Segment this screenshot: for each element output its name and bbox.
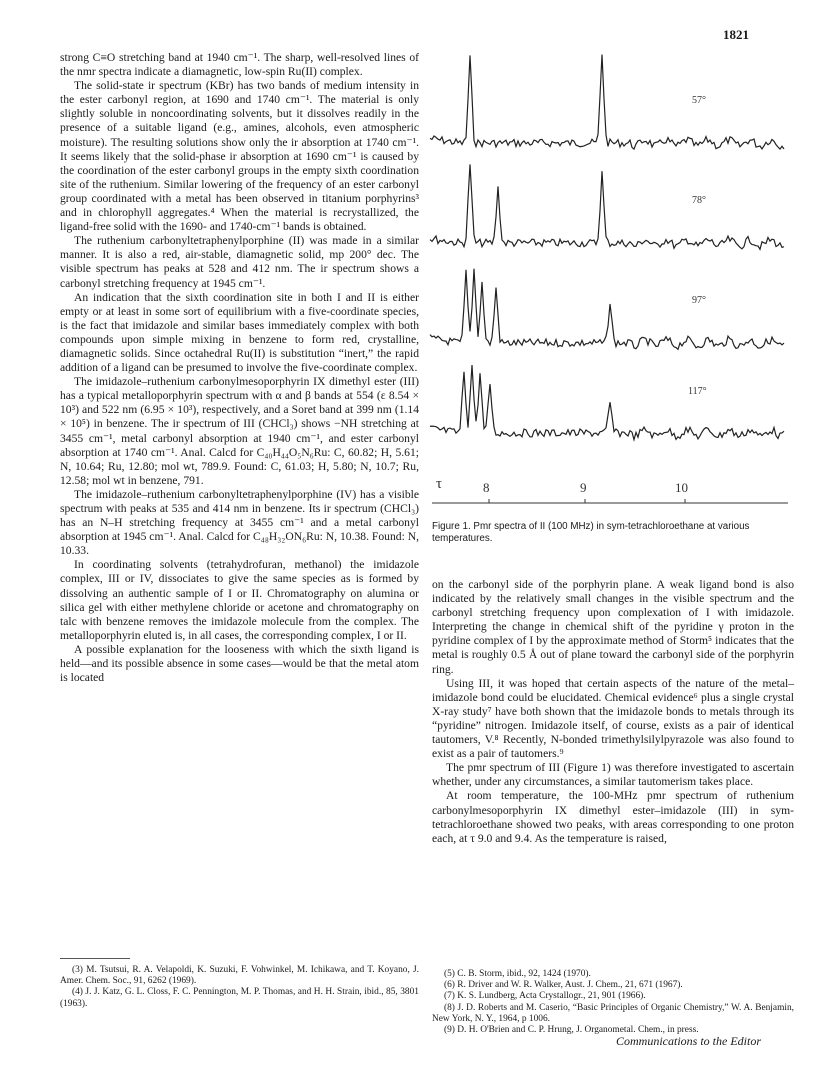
paragraph: strong C≡O stretching band at 1940 cm⁻¹. The sharp, well-resolved lines of the nmr spectra indicate a diamagnetic, low-spin Ru(II) complex. [60,51,419,79]
spectrum-trace [430,164,784,249]
caption-text: Pmr spectra of II (100 MHz) in sym-tetrachloroethane at various temperatures. [432,521,750,544]
footnote-rule [60,958,130,959]
axis-tick-label: 10 [675,480,688,495]
page-number: 1821 [723,27,749,42]
paragraph: The ruthenium carbonyltetraphenylporphine (II) was made in a similar manner. It is also a red, air-stable, diamagnetic solid, mp 200° dec. The visible spectrum has peaks at 528 and 412 nm. The ir spectrum shows a carbonyl stretching frequency at 1945 cm⁻¹. [60,234,419,290]
paragraph: An indication that the sixth coordination site in both I and II is either empty or at least in some sort of equilibrium with a five-coordinate species, is the fact that imidazole and similar bases immediately complex with both compounds upon simple mixing in benzene to form red, crystalline, diamagnetic solids. Since octahedral Ru(II) is substitution “inert,” the rapid addition of a ligand can be presumed to involve the five-coordinate complex. [60,290,419,375]
right-column [432,578,794,846]
paragraph: Using III, it was hoped that certain aspects of the nature of the metal–imidazole bond could be elucidated. Chemical evidence⁶ plus a single crystal X-ray study⁷ have both shown that the imidazole bonds to metals through its “pyridine” nitrogen. Imidazole itself, of course, exists as a pair of identical tautomers, V.⁸ Recently, N-bonded trimethylsilylpyrazole was also found to exist as a pair of tautomers.⁹ [432,676,794,761]
figure-1 [420,48,800,518]
left-column [60,51,419,685]
paragraph: A possible explanation for the looseness with which the sixth ligand is held—and its possible absence in some cases—would be that the metal atom is located [60,642,419,685]
caption-prefix: Figure 1. [432,521,471,532]
paragraph: In coordinating solvents (tetrahydrofuran, methanol) the imidazole complex, III or IV, dissociates to give the same species as is formed by dissolving an authentic sample of I or II. Chromatography on alumina or silica gel with either methylene chloride or acetone and chromatography on talc with benzene removes the imidazole molecule from the complex. The metalloporphyrin eluted is, in all cases, the corresponding complex, I or II. [60,558,419,642]
spectrum-trace [430,269,784,350]
footnote: (4) J. J. Katz, G. L. Closs, F. C. Pennington, M. P. Thomas, and H. H. Strain, ibid., 85, 3801 (1963). [60,987,419,1009]
right-footnotes [432,969,794,1036]
footnote: (7) K. S. Lundberg, Acta Crystallogr., 21, 901 (1966). [444,991,646,1002]
paragraph: on the carbonyl side of the porphyrin plane. A weak ligand bond is also indicated by the relatively small changes in the visible spectrum and the carbonyl stretching frequency upon complexation of I with imidazole. Interpreting the change in chemical shift of the pyridine γ proton in the pyridine complex of I by the approximate method of Storm⁵ indicates that the metal is roughly 0.5 Å out of plane toward the carbonyl side of the porphyrin ring. [432,578,794,676]
paragraph: The pmr spectrum of III (Figure 1) was therefore investigated to ascertain whether, under any circumstances, a similar tautomerism takes place. [432,761,794,789]
pmr-spectra-plot [420,48,800,518]
temperature-label: 78° [692,195,706,206]
paragraph: The solid-state ir spectrum (KBr) has two bands of medium intensity in the ester carbonyl region, at 1690 and 1740 cm⁻¹. The material is only slightly soluble in noncoordinating solvents, but it dissolves readily in the presence of a suitable ligand (e.g., amines, alcohols, even atmospheric moisture). The resulting solutions show only the ir absorption at 1740 cm⁻¹. It seems likely that the solid-phase ir absorption at 1690 cm⁻¹ is caused by the coordination of the ester carbonyl groups in the empty sixth coordination site of the ruthenium. Similar lowering of the frequency of an ester carbonyl group coordinated with a metal has been observed in titanium porphyrins³ and in chlorophyll aggregates.⁴ When the material is recrystallized, the ligand-free solid with the 1690- and 1740-cm⁻¹ bands is obtained. [60,79,419,234]
left-footnotes [60,965,419,1010]
figure-caption [432,521,797,545]
footnote: (6) R. Driver and W. R. Walker, Aust. J. Chem., 21, 671 (1967). [444,980,683,991]
axis-tick-label: 9 [580,480,587,495]
footnote: (3) M. Tsutsui, R. A. Velapoldi, K. Suzuki, F. Vohwinkel, M. Ichikawa, and T. Koyano, J. Amer. Chem. Soc., 91, 6262 (1969). [60,965,419,987]
footnote: (8) J. D. Roberts and M. Caserio, “Basic Principles of Organic Chemistry,” W. A. Benjamin, New York, N. Y., 1964, p 1006. [432,1002,794,1024]
spectrum-trace [430,365,784,440]
axis-tick-label: 8 [483,480,490,495]
axis-symbol: τ [436,476,443,492]
spectrum-trace [430,55,784,150]
paragraph: The imidazole–ruthenium carbonyltetraphenylporphine (IV) has a visible spectrum with peaks at 535 and 414 nm in benzene. Its ir spectrum (CHCl₃) has an N–H stretching frequency at 3455 cm⁻¹ and a metal carbonyl absorption at 1945 cm⁻¹. Anal. Calcd for C₄₈H₃₂ON₆Ru: N, 10.38. Found: N, 10.33. [60,487,419,558]
temperature-label: 117° [688,386,707,397]
footnote: (5) C. B. Storm, ibid., 92, 1424 (1970). [444,969,591,979]
paragraph: At room temperature, the 100-MHz pmr spectrum of ruthenium carbonylmesoporphyrin IX dimethyl ester–imidazole (III) in sym-tetrachloroethane showed two peaks, with areas corresponding to one proton each, at τ 9.0 and 9.4. As the temperature is raised, [432,789,794,845]
page-footer: Communications to the Editor [616,1034,761,1048]
temperature-label: 97° [692,295,706,306]
temperature-label: 57° [692,95,706,106]
footnote: (9) D. H. O'Brien and C. P. Hrung, J. Organometal. Chem., in press. [444,1025,699,1036]
paragraph: The imidazole–ruthenium carbonylmesoporphyrin IX dimethyl ester (III) has a typical metalloporphyrin spectrum with α and β bands at 554 (ε 8.54 × 10³) and 522 nm (6.95 × 10³), respectively, and a Soret band at 399 nm (1.14 × 10⁵) in benzene. The ir spectrum of III (CHCl₃) shows −NH stretching at 3455 cm⁻¹, metal carbonyl absorption at 1940 cm⁻¹, and ester carbonyl absorption at 1740 cm⁻¹. Anal. Calcd for C₄₀H₄₄O₅N₆Ru: C, 60.82; H, 5.61; N, 10.64; Ru, 12.80; mol wt, 789.9. Found: C, 61.03; H, 5.80; N, 10.7; Ru, 12.58; mol wt in benzene, 791. [60,375,419,487]
